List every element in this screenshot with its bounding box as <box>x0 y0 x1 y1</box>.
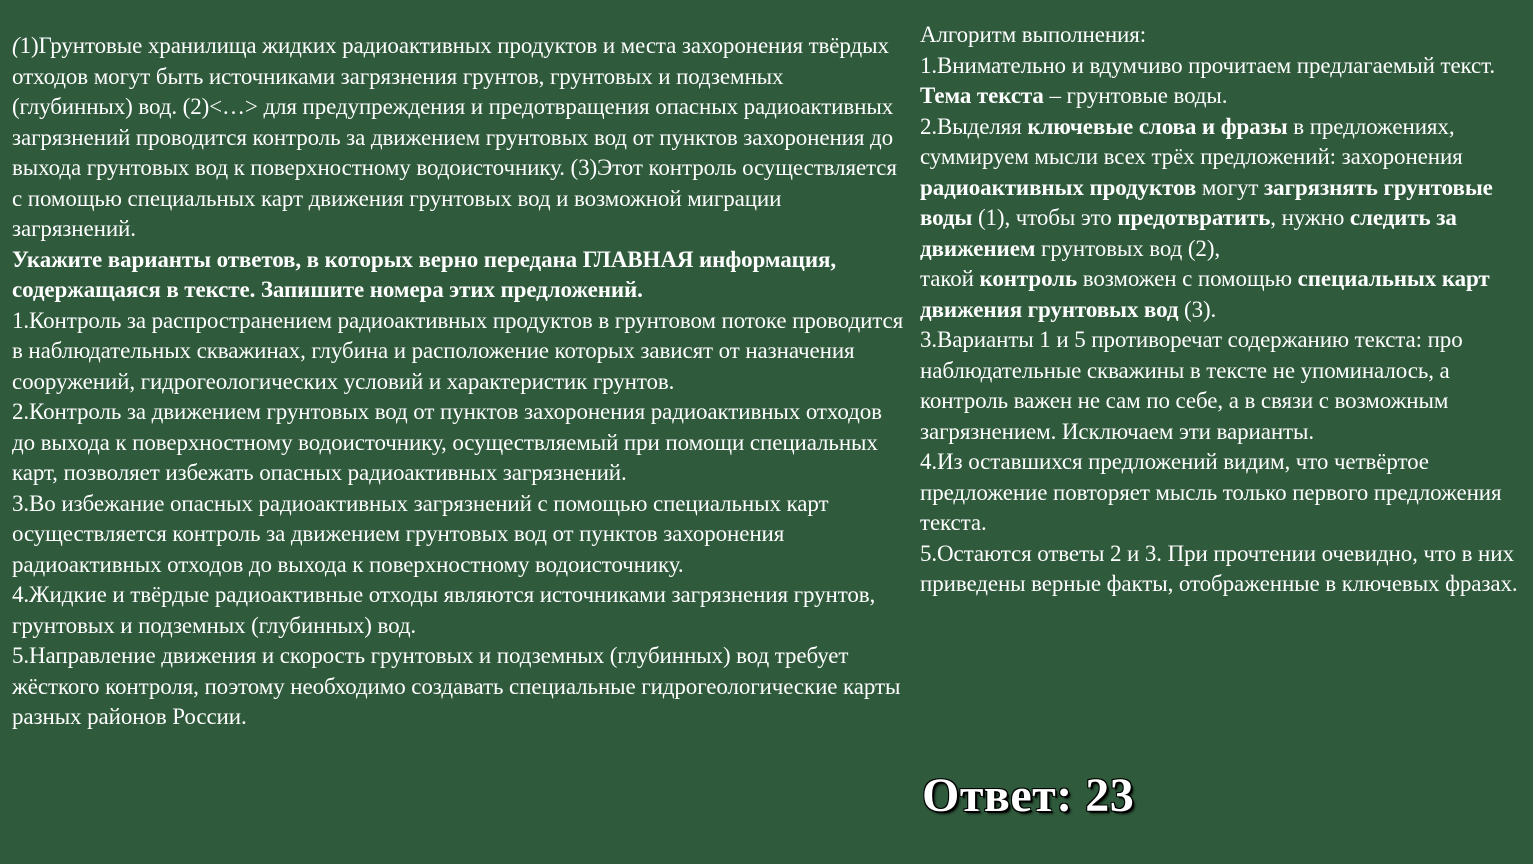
algorithm-column <box>920 20 1520 600</box>
step2-bold-d: радиоактивных продуктов <box>920 174 1197 200</box>
option-5: 5.Направление движения и скорость грунтовых и подземных (глубинных) вод требует жёсткого контроля, поэтому необходимо создавать специальные гидрогеологические карты разных районов России. <box>12 643 901 729</box>
algorithm-step-4: 4.Из оставшихся предложений видим, что четвёртое предложение повторяет мысль только первого предложения текста. <box>920 449 1502 535</box>
step2-text-c: в предложениях, суммируем мысли всех трёх предложений: захоронения <box>920 113 1463 169</box>
step2-bold-o: специальных карт движения грунтовых вод <box>920 266 1490 322</box>
algorithm-step-3: 3.Варианты 1 и 5 противоречат содержанию текста: про наблюдательные скважины в тексте не упоминалось, а контроль важен не сам по себе, а в связи с возможным загрязнением. Исключаем эти варианты. <box>920 327 1463 444</box>
step2-text-p: (3). <box>1178 296 1217 322</box>
step2-bold-j: следить за движением <box>920 205 1457 261</box>
step2-bold-b: ключевые слова и фразы <box>1027 113 1288 139</box>
algorithm-step-1 <box>920 51 1520 112</box>
algorithm-step-5: 5.Остаются ответы 2 и 3. При прочтении очевидно, что в них приведены верные факты, отображенные в ключевых фразах. <box>920 540 1518 596</box>
option-1: 1.Контроль за распространением радиоактивных продуктов в грунтовом потоке проводится в наблюдательных скважинах, глубина и расположение которых зависят от назначения сооружений, гидрогеологических условий и характеристик грунтов. <box>12 307 904 394</box>
task-column <box>12 31 904 733</box>
option-2: 2.Контроль за движением грунтовых вод от пунктов захоронения радиоактивных отходов до выхода к поверхностному водоисточнику, осуществляемый при помощи специальных карт, позволяет избежать опасных радиоактивных загрязнений. <box>12 399 882 485</box>
option-3: 3.Во избежание опасных радиоактивных загрязнений с помощью специальных карт осуществляется контроль за движением грунтовых вод от пунктов захоронения радиоактивных отходов до выхода к поверхностному водоисточнику. <box>12 490 829 577</box>
algorithm-step-2 <box>920 112 1520 326</box>
source-text <box>12 31 904 245</box>
step2-text-n: возможен с помощью <box>1077 266 1298 291</box>
source-text-body: 1)Грунтовые хранилища жидких радиоактивных продуктов и места захоронения твёрдых отходов могут быть источниками загрязнения грунтов, грунтовых и подземных (глубинных) вод. (2)<…> для предупреждения и предотвращения опасных радиоактивных загрязнений проводится контроль за движением грунтовых вод от пунктов захоронения до выхода грунтовых вод к поверхностному водоисточнику. (3)Этот контроль осуществляется с помощью специальных карт движения грунтовых вод и возможной миграции загрязнений. <box>12 33 897 241</box>
answer-label: Ответ: 23 <box>922 769 1135 822</box>
step1-text: 1.Внимательно и вдумчиво прочитаем предлагаемый текст. <box>920 52 1496 78</box>
step1-text-end: – грунтовые воды. <box>1043 83 1228 108</box>
step1-topic-bold: Тема текста <box>920 83 1044 108</box>
option-4: 4.Жидкие и твёрдые радиоактивные отходы являются источниками загрязнения грунтов, грунтовых и подземных (глубинных) вод. <box>12 582 876 638</box>
question-text <box>12 245 904 306</box>
step2-text-a: 2.Выделяя <box>920 113 1028 139</box>
step2-text-i: , нужно <box>1270 205 1350 230</box>
source-text-open-paren: ( <box>12 33 20 58</box>
step2-bold-m: контроль <box>979 266 1078 291</box>
step2-text-e: могут <box>1196 174 1265 200</box>
question-bold: Укажите варианты ответов, в которых верно передана ГЛАВНАЯ информация, содержащаяся в тексте. Запишите номера этих предложений. <box>12 246 836 302</box>
step2-bold-h: предотвратить <box>1117 205 1271 230</box>
step2-text-l: такой <box>920 266 980 291</box>
step2-text-k: грунтовых вод (2), <box>1035 235 1221 261</box>
step2-bold-f: загрязнять грунтовые воды <box>920 174 1493 230</box>
step2-text-g: (1), чтобы это <box>972 205 1118 230</box>
algorithm-heading: Алгоритм выполнения: <box>920 22 1147 47</box>
